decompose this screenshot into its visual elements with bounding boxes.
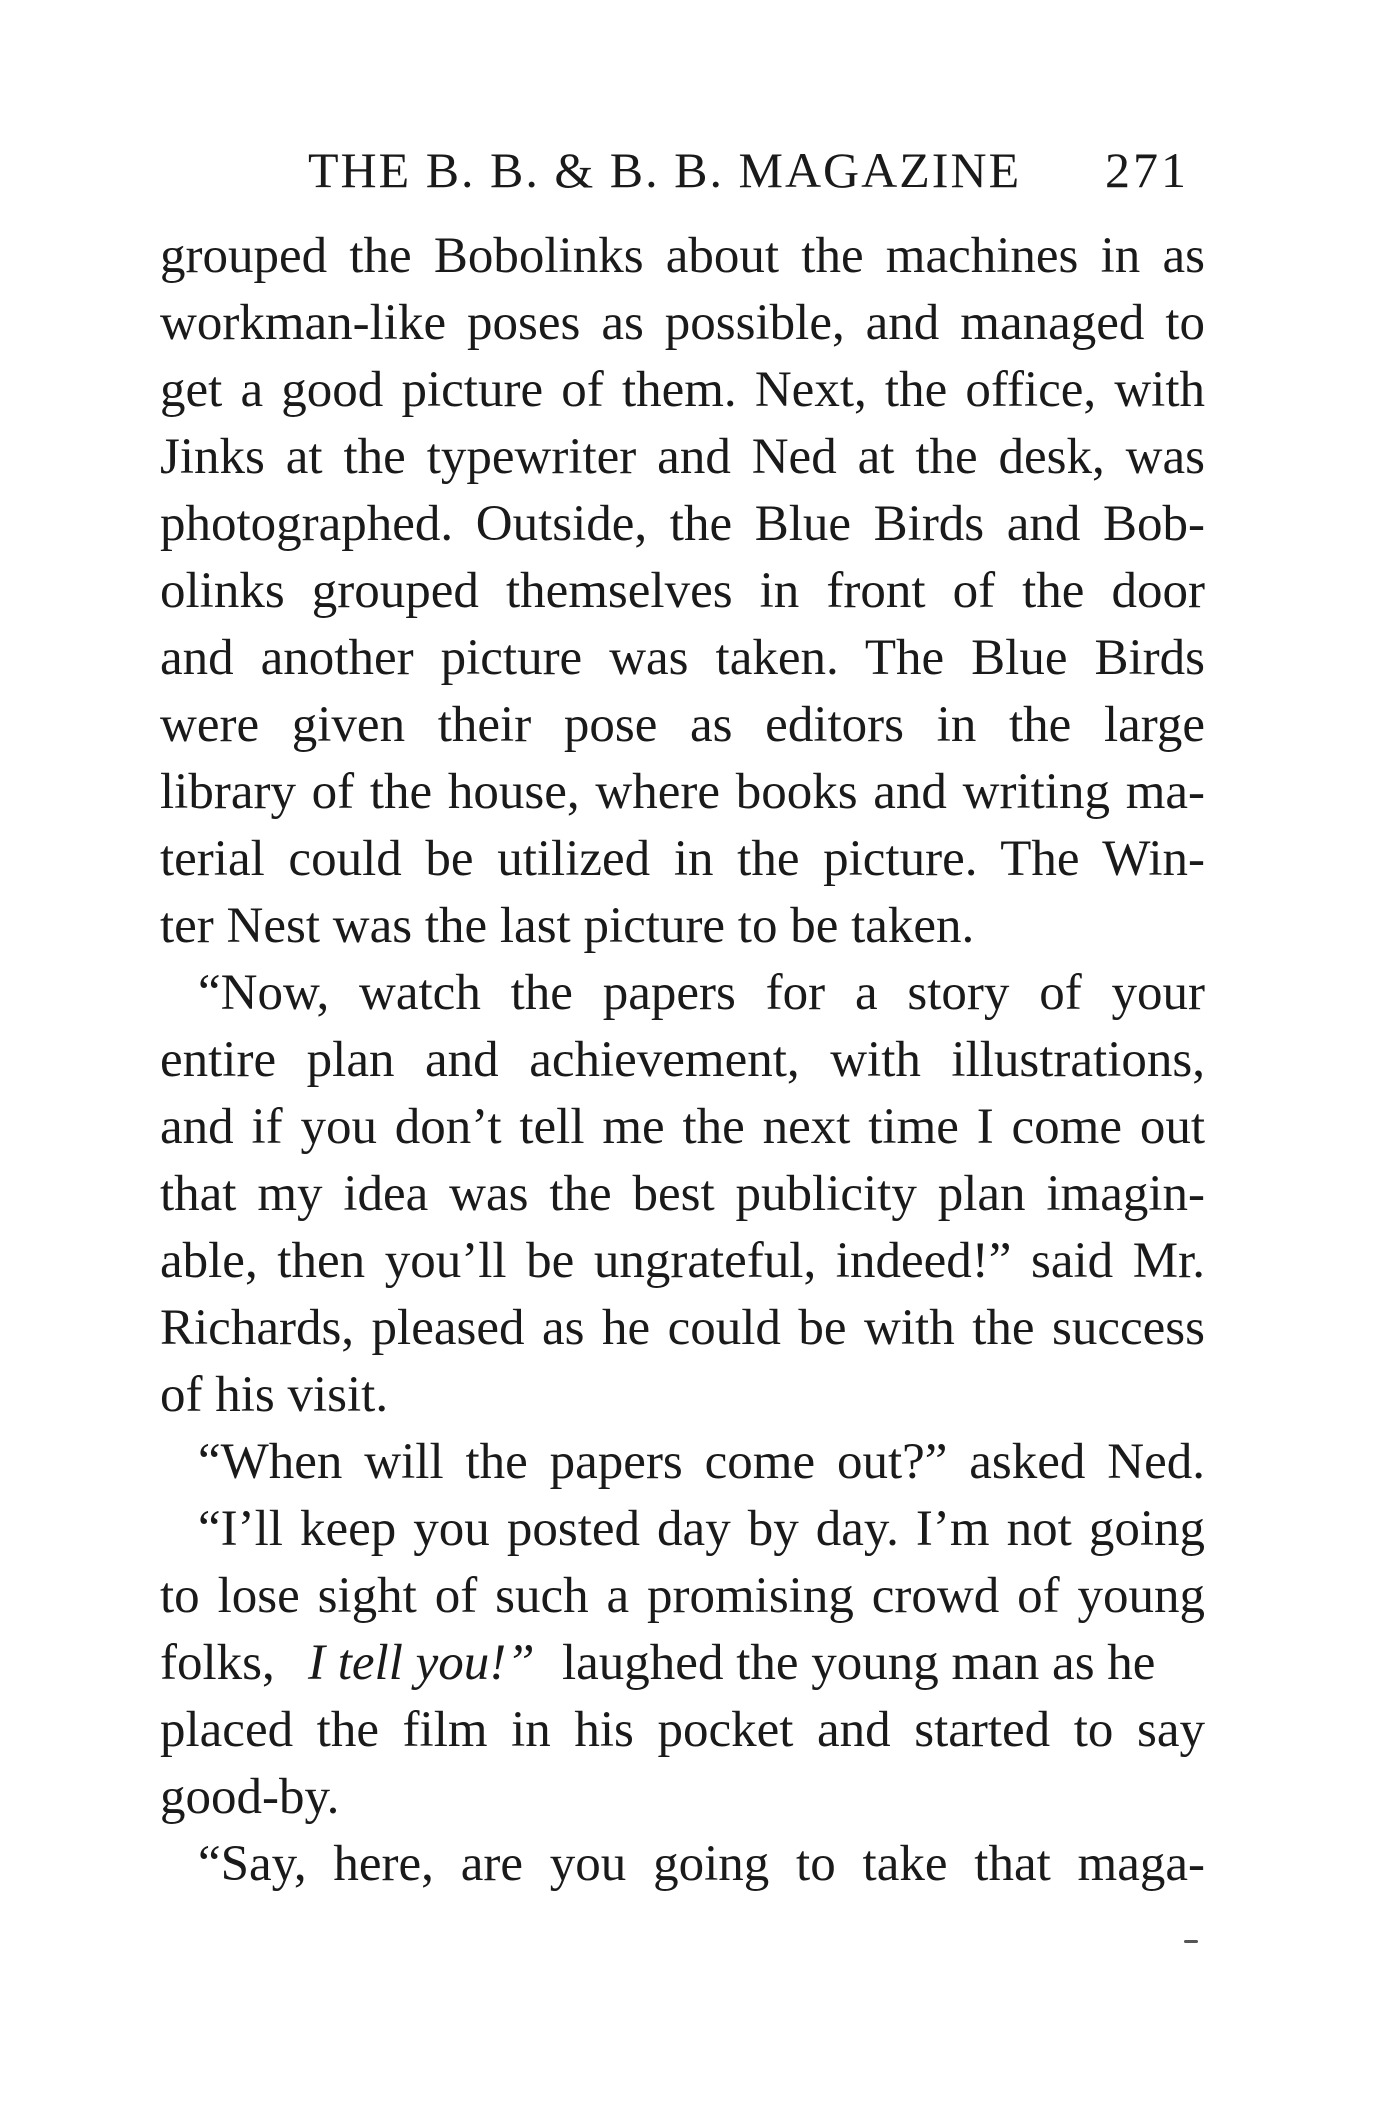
running-head-title: THE B. B. & B. B. MAGAZINE <box>308 142 1022 198</box>
text-line-with-italic <box>160 1632 1205 1694</box>
text-line: placed the film in his pocket and started to say <box>160 1702 1205 1758</box>
page-number: 271 <box>1105 142 1189 198</box>
text-line: were given their pose as editors in the large <box>160 697 1205 753</box>
text-line: entire plan and achievement, with illustrations, <box>160 1032 1205 1088</box>
text-line: Jinks at the typewriter and Ned at the desk, was <box>160 429 1205 485</box>
text-line: and another picture was taken. The Blue Birds <box>160 630 1205 686</box>
text-line: get a good picture of them. Next, the office, with <box>160 362 1205 418</box>
text-line: olinks grouped themselves in front of the door <box>160 563 1205 619</box>
text-line: photographed. Outside, the Blue Birds and Bob- <box>160 496 1205 552</box>
text-line: terial could be utilized in the picture. The Win- <box>160 831 1205 887</box>
line-segment: laughed the young man as he <box>562 1635 1156 1691</box>
text-line: good-by. <box>160 1769 340 1825</box>
text-line: Richards, pleased as he could be with the success <box>160 1300 1205 1356</box>
text-line: ter Nest was the last picture to be taken. <box>160 898 975 954</box>
italic-phrase: I tell you!” <box>308 1635 535 1691</box>
paragraph-first-line: “Now, watch the papers for a story of your <box>198 965 1205 1021</box>
ink-mark <box>1184 1940 1198 1943</box>
text-line: that my idea was the best publicity plan imagin- <box>160 1166 1205 1222</box>
paragraph-first-line: “When will the papers come out?” asked Ned. <box>198 1434 1205 1490</box>
text-line: workman-like poses as possible, and managed to <box>160 295 1205 351</box>
paragraph-first-line: “Say, here, are you going to take that maga- <box>198 1836 1205 1892</box>
text-line: and if you don’t tell me the next time I come out <box>160 1099 1205 1155</box>
running-head <box>0 140 1382 200</box>
text-line: of his visit. <box>160 1367 389 1423</box>
line-segment: folks, <box>160 1635 275 1691</box>
text-line: library of the house, where books and writing ma- <box>160 764 1205 820</box>
text-line: able, then you’ll be ungrateful, indeed!” said Mr. <box>160 1233 1205 1289</box>
paragraph-first-line: “I’ll keep you posted day by day. I’m not going <box>198 1501 1205 1557</box>
text-line: to lose sight of such a promising crowd of young <box>160 1568 1205 1624</box>
text-line: grouped the Bobolinks about the machines in as <box>160 228 1205 284</box>
